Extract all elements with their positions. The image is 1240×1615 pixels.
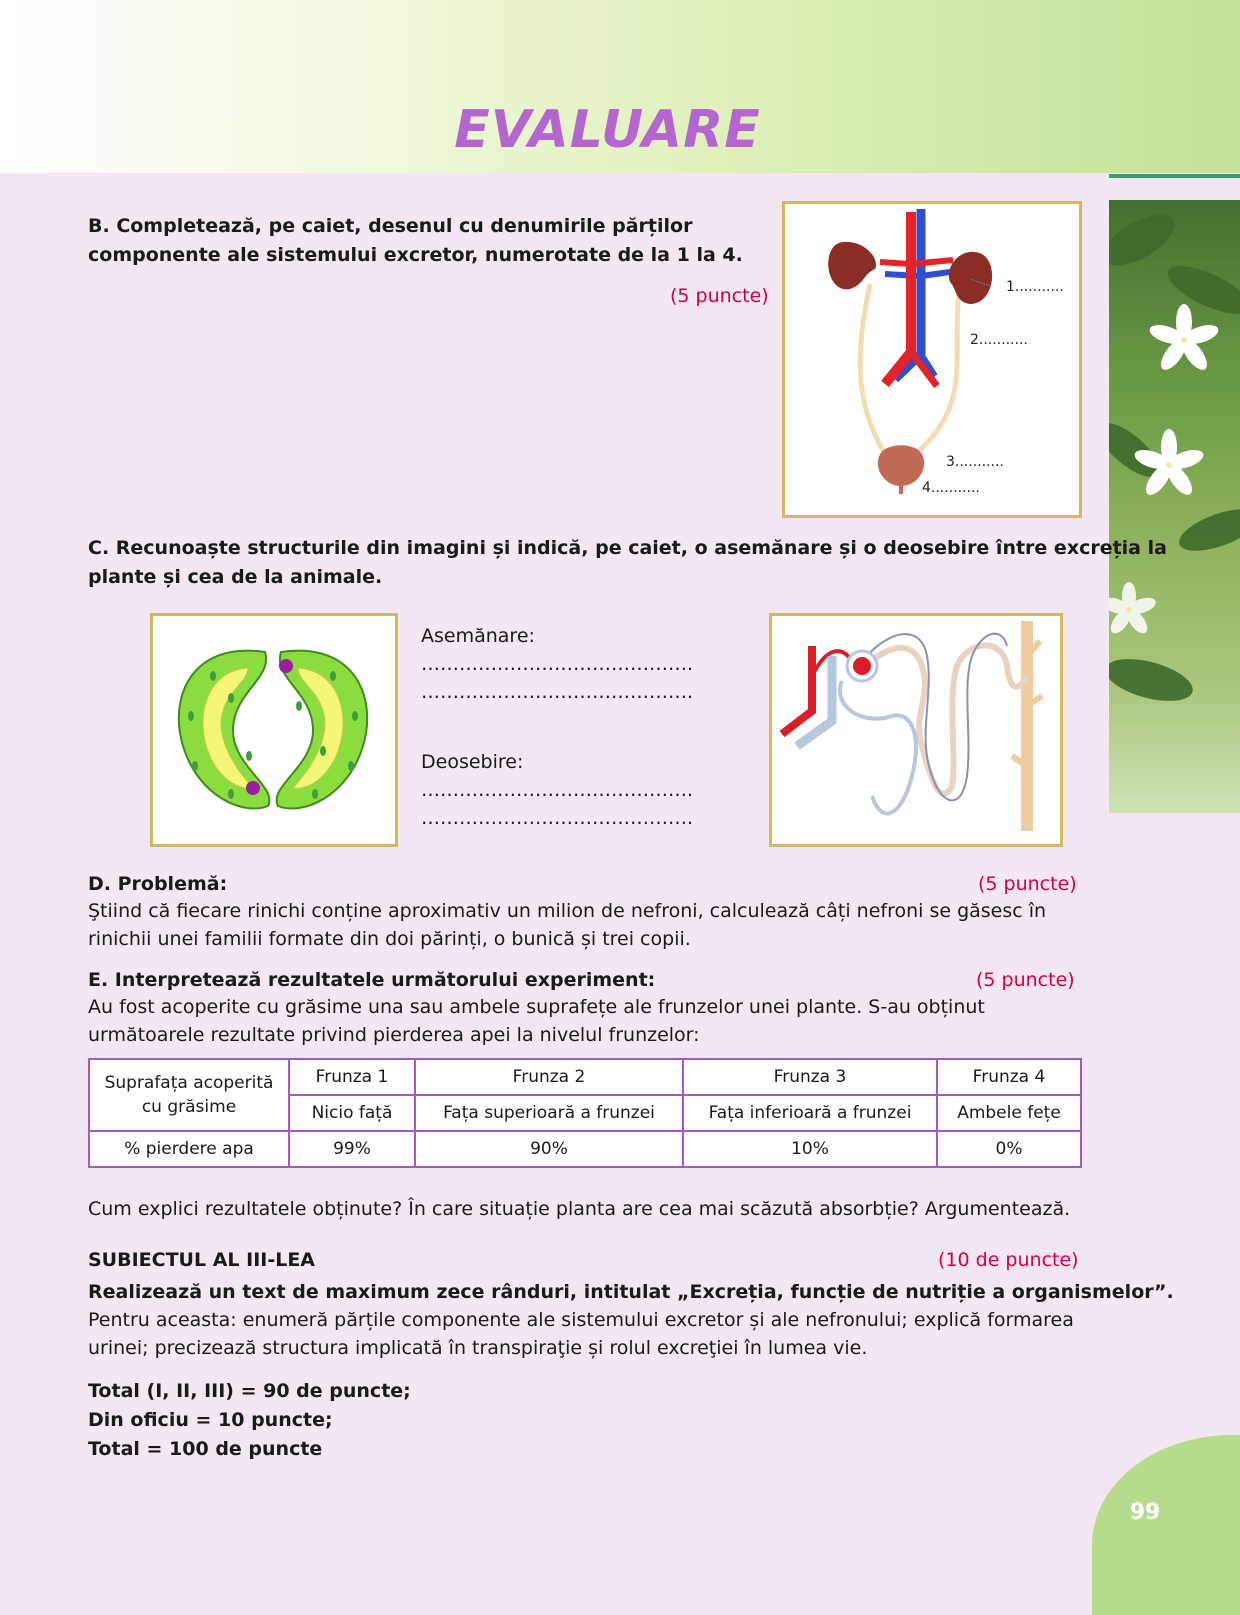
stoma-figure — [150, 613, 398, 847]
side-divider — [1109, 174, 1240, 178]
similarity-answer-line2: ……………………………………. — [421, 681, 694, 703]
table-row-header: Suprafața acoperită cu grăsime — [89, 1059, 289, 1131]
bladder-label-3: 3........... — [946, 454, 1004, 470]
page-corner-decoration — [1092, 1435, 1240, 1615]
table-surface-3: Fața inferioară a frunzei — [683, 1095, 937, 1131]
page-title: EVALUARE — [454, 100, 761, 160]
table-loss-4: 0% — [937, 1131, 1081, 1167]
nephron-figure — [769, 613, 1063, 847]
stoma-diagram — [153, 616, 395, 844]
nephron-diagram — [772, 616, 1060, 844]
excretory-system-figure — [782, 201, 1082, 518]
section-e-points: (5 puncte) — [976, 969, 1075, 991]
section-e-text-line1: Au fost acoperite cu grăsime una sau ambele suprafețe ale frunzelor unei plante. S-au obținut — [88, 996, 985, 1018]
table-header-leaf-4: Frunza 4 — [937, 1059, 1081, 1095]
section-b-points: (5 puncte) — [670, 285, 769, 307]
subject-3-heading: SUBIECTUL AL III-LEA — [88, 1249, 316, 1271]
section-e-question: Cum explici rezultatele obținute? În care situație planta are cea mai scăzută absorbție? Argumentează. — [88, 1198, 1071, 1220]
table-surface-2: Fața superioară a frunzei — [415, 1095, 683, 1131]
difference-answer-line1: ……………………………………. — [421, 779, 694, 801]
subject-3-task: Realizează un text de maximum zece rânduri, intitulat „Excreția, funcție de nutriție a organismelor”. — [88, 1281, 1174, 1303]
section-b-text-line1: B. Completează, pe caiet, desenul cu denumirile părților — [88, 215, 693, 237]
section-c-text-line1: C. Recunoaște structurile din imagini și indică, pe caiet, o asemănare și o deosebire între excreția la — [88, 537, 1167, 559]
table-loss-3: 10% — [683, 1131, 937, 1167]
similarity-answer-line1: ……………………………………. — [421, 653, 694, 675]
table-loss-label: % pierdere apa — [89, 1131, 289, 1167]
ureter-label-2: 2........... — [970, 332, 1028, 348]
total-line-2: Din oficiu = 10 puncte; — [88, 1409, 333, 1431]
experiment-results-table — [88, 1058, 1082, 1168]
section-e-text-line2: următoarele rezultate privind pierderea apei la nivelul frunzelor: — [88, 1024, 700, 1046]
section-c-text-line2: plante și cea de la animale. — [88, 566, 383, 588]
table-loss-1: 99% — [289, 1131, 415, 1167]
section-d-text-line2: rinichii unei familii formate din doi părinți, o bunică și trei copii. — [88, 928, 691, 950]
subject-3-text-line2: urinei; precizează structura implicată în transpiraţie și rolul excreţiei în lumea vie. — [88, 1337, 868, 1359]
table-header-leaf-3: Frunza 3 — [683, 1059, 937, 1095]
section-d-text-line1: Ştiind că fiecare rinichi conține aproximativ un milion de nefroni, calculează câți nefroni se găsesc în — [88, 900, 1047, 922]
table-loss-2: 90% — [415, 1131, 683, 1167]
total-line-3: Total = 100 de puncte — [88, 1438, 323, 1460]
table-surface-4: Ambele fețe — [937, 1095, 1081, 1131]
table-header-leaf-2: Frunza 2 — [415, 1059, 683, 1095]
difference-label: Deosebire: — [421, 751, 524, 773]
kidney-label-1: 1........... — [1006, 279, 1064, 295]
subject-3-text-line1: Pentru aceasta: enumeră părțile componente ale sistemului excretor și ale nefronului; explică formarea — [88, 1309, 1074, 1331]
jasmine-flowers-photo — [1109, 200, 1240, 813]
subject-3-points: (10 de puncte) — [938, 1249, 1079, 1271]
difference-answer-line2: ……………………………………. — [421, 807, 694, 829]
section-e-heading: E. Interpretează rezultatele următorului experiment: — [88, 969, 656, 991]
similarity-label: Asemănare: — [421, 625, 535, 647]
urethra-label-4: 4........... — [922, 480, 980, 496]
table-header-leaf-1: Frunza 1 — [289, 1059, 415, 1095]
section-d-heading: D. Problemă: — [88, 873, 228, 895]
table-surface-1: Nicio față — [289, 1095, 415, 1131]
excretory-system-diagram — [785, 204, 1079, 515]
total-line-1: Total (I, II, III) = 90 de puncte; — [88, 1380, 411, 1402]
section-b-text-line2: componente ale sistemului excretor, numerotate de la 1 la 4. — [88, 244, 743, 266]
page-number: 99 — [1129, 1500, 1161, 1525]
section-d-points: (5 puncte) — [978, 873, 1077, 895]
